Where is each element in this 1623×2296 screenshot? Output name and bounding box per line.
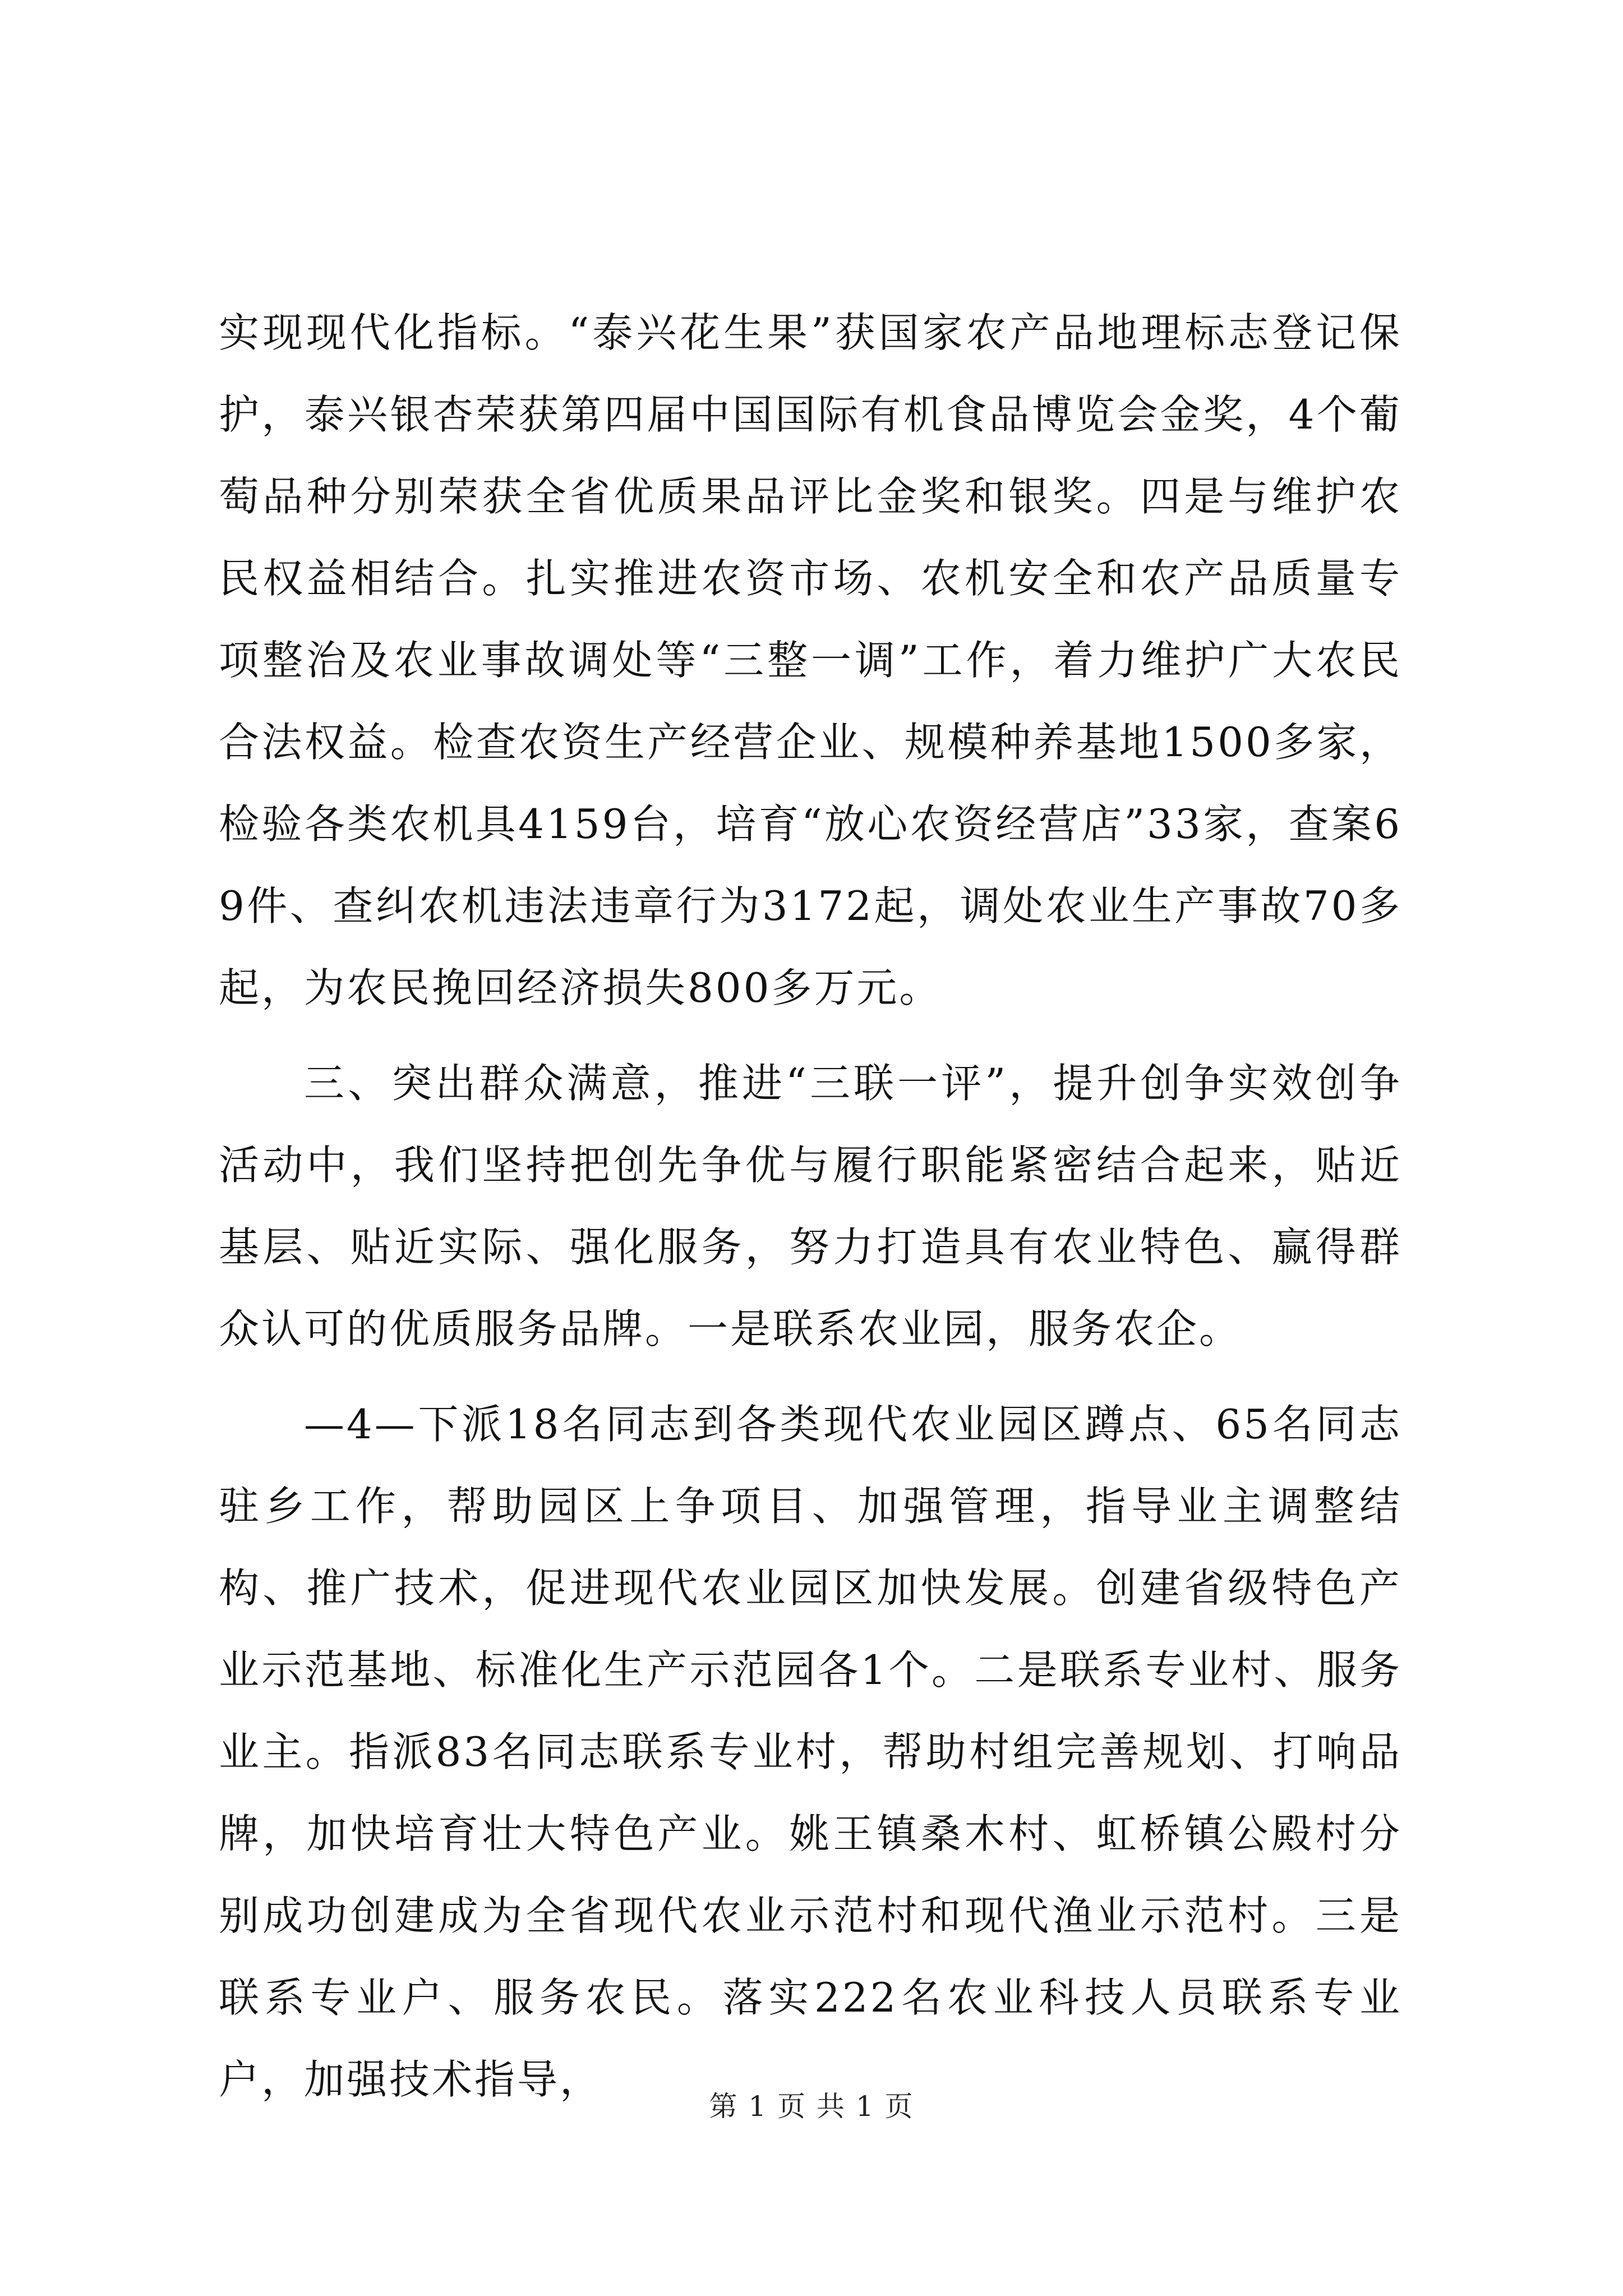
page-footer: 第 1 页 共 1 页 bbox=[709, 2090, 914, 2123]
paragraph-1: 实现现代化指标。“泰兴花生果”获国家农产品地理标志登记保护，泰兴银杏荣获第四届中国国际有机食品博览会金奖，4个葡萄品种分别荣获全省优质果品评比金奖和银奖。四是与维护农民权益相结合。扎实推进农资市场、农机安全和农产品质量专项整治及农业事故调处等“三整一调”工作，着力维护广大农民合法权益。检查农资生产经营企业、规模种养基地1500多家，检验各类农机具4159台，培育“放心农资经营店”33家，查案69件、查纠农机违法违章行为3172起，调处农业生产事故70多起，为农民挽回经济损失800多万元。 bbox=[219, 309, 1402, 1011]
paragraph-3: —4—下派18名同志到各类现代农业园区蹲点、65名同志驻乡工作，帮助园区上争项目、加强管理，指导业主调整结构、推广技术，促进现代农业园区加快发展。创建省级特色产业示范基地、标准化生产示范园各1个。二是联系专业村、服务业主。指派83名同志联系专业村，帮助村组完善规划、打响品牌，加快培育壮大特色产业。姚王镇桑木村、虹桥镇公殿村分别成功创建成为全省现代农业示范村和现代渔业示范村。三是联系专业户、服务农民。落实222名农业科技人员联系专业户，加强技术指导， bbox=[219, 1401, 1402, 2103]
document-body bbox=[219, 292, 1402, 2120]
paragraph-2: 三、突出群众满意，推进“三联一评”，提升创争实效创争活动中，我们坚持把创先争优与履行职能紧密结合起来，贴近基层、贴近实际、强化服务，努力打造具有农业特色、赢得群众认可的优质服务品牌。一是联系农业园，服务农企。 bbox=[219, 1060, 1402, 1352]
